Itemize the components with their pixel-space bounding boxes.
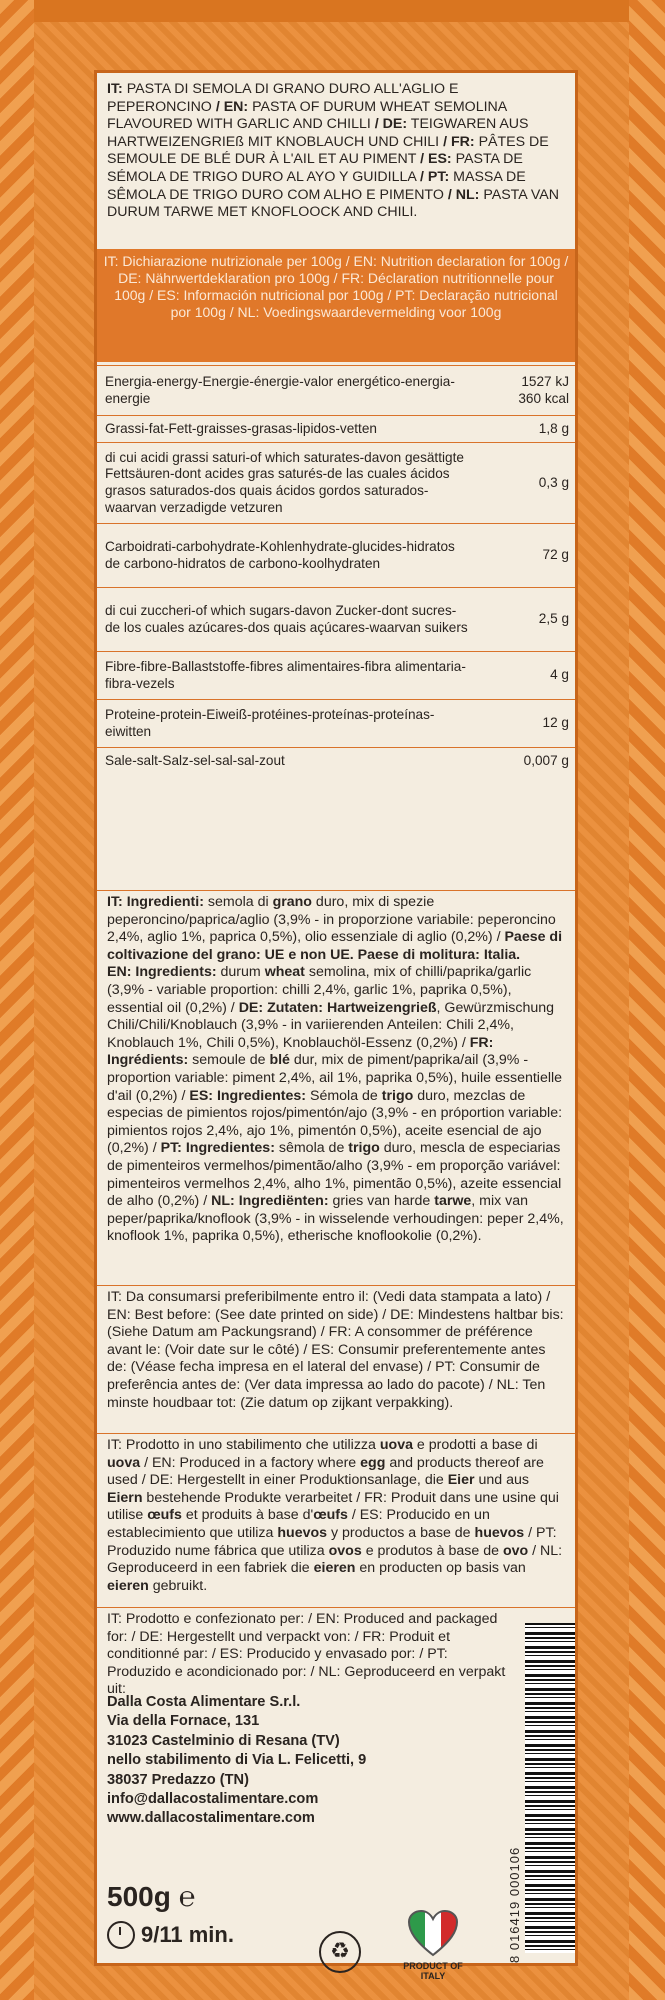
estimated-sign-icon: ℮: [178, 1881, 196, 1912]
net-weight: 500g ℮: [107, 1881, 196, 1912]
section-divider: [97, 1433, 575, 1434]
product-of-italy-label: PRODUCT OF ITALY: [403, 1961, 463, 1981]
nutrient-value: 1527 kJ 360 kcal: [475, 366, 575, 416]
nutrition-row: [97, 366, 575, 416]
nutrition-table: [97, 365, 575, 775]
nutrient-value: 72 g: [475, 524, 575, 588]
nutrient-value: 12 g: [475, 700, 575, 748]
clock-icon: [107, 1921, 135, 1949]
package-top-flap: [0, 0, 665, 22]
packed-for-text: IT: Prodotto e confezionato per: / EN: Produced and packaged for: / DE: Hergestellt und verpackt von: / FR: Produit et conditionné par: / ES: Producido y envasado por: / PT: Produzido e acondicionado por: / NL: Geproduceerd en verpakt uit:: [107, 1611, 506, 1698]
nutrient-label: Proteine-protein-Eiweiß-protéines-proteínas-proteínas-eiwitten: [97, 700, 475, 748]
company-email: info@dallacostalimentare.com: [107, 1791, 319, 1808]
company-website: www.dallacostalimentare.com: [107, 1810, 315, 1827]
company-street: Via della Fornace, 131: [107, 1713, 260, 1730]
product-name-multilingual: IT: PASTA DI SEMOLA DI GRANO DURO ALL'AGLIO E PEPERONCINO / EN: PASTA OF DURUM WHEAT SEMOLINA FLAVOURED WITH GARLIC AND CHILLI / DE: TEIGWAREN AUS HARTWEIZENGRIEß MIT KNOBLAUCH UND CHILI / FR: PÂTES DE SEMOULE DE BLÉ DUR À L'AIL ET AU PIMENT / ES: PASTA DE SÉMOLA DE TRIGO DURO AL AYO Y GUIDILLA / PT: MASSA DE SÊMOLA DE TRIGO DURO COM ALHO E PIMENTO / NL: PASTA VAN DURUM TARWE MET KNOFLOOCK AND CHILI.: [107, 81, 560, 221]
nutrient-label: di cui zuccheri-of which sugars-davon Zucker-dont sucres-de los cuales azúcares-dos quais açúcares-waarvan suikers: [97, 588, 475, 652]
nutrition-row: [97, 416, 575, 443]
nutrient-label: Energia-energy-Energie-énergie-valor energético-energia-energie: [97, 366, 475, 416]
left-decorative-border: [0, 0, 34, 2000]
cooking-time: 9/11 min.: [107, 1921, 234, 1949]
right-decorative-border: [629, 0, 665, 2000]
allergen-text: IT: Prodotto in uno stabilimento che utilizza uova e prodotti a base di uova / EN: Produced in a factory where egg and products thereof are used / DE: Hergestellt in einer Produktionsanlage, die Eier und aus Eiern bestehende Produkte verarbeitet / FR: Produit dans une usine qui utilise œufs et produits à base d'œufs / ES: Producido en un establecimiento que utiliza huevos y productos a base de huevos / PT: Produzido nume fábrica que utiliza ovos e produtos à base de ovo / NL: Geproduceerd in een fabriek die eieren en producten op basis van eieren gebruikt.: [107, 1437, 563, 1594]
nutrition-header: IT: Dichiarazione nutrizionale per 100g / EN: Nutrition declaration for 100g / DE: Nährwertdeklaration pro 100g / FR: Déclaration nutritionnelle pour 100g / ES: Información nutricional por 100g / PT: Declaração nutricional por 100g / NL: Voedingswaardevermelding voor 100g: [97, 249, 575, 362]
nutrient-label: Grassi-fat-Fett-graisses-grasas-lipidos-vetten: [97, 416, 475, 443]
nutrition-row: [97, 524, 575, 588]
company-address: [107, 1693, 565, 1829]
section-divider: [97, 890, 575, 891]
nutrient-label: Fibre-fibre-Ballaststoffe-fibres alimentaires-fibra alimentaria-fibra-vezels: [97, 652, 475, 700]
nutrient-value: 0,007 g: [475, 748, 575, 775]
company-plant-city: 38037 Predazzo (TN): [107, 1771, 249, 1788]
nutrient-value: 1,8 g: [475, 416, 575, 443]
section-divider: [97, 1285, 575, 1286]
nutrient-value: 0,3 g: [475, 443, 575, 524]
nutrition-row: [97, 588, 575, 652]
best-before-text: IT: Da consumarsi preferibilmente entro il: (Vedi data stampata a lato) / EN: Best before: (See date printed on side) / DE: Mindestens haltbar bis: (Siehe Datum am Packungsrand) / FR: A consommer de préférence avant le: (Voir date sur le côté) / ES: Consumir preferentemente antes de: (Véase fecha impresa en el lateral del envase) / PT: Consumir de preferência antes de: (Ver data impressa ao lado do pacote) / NL: Ten minste houdbaar tot: (Zie datum op zijkant verpakking).: [107, 1289, 564, 1411]
nutrition-row: [97, 748, 575, 775]
nutrition-row: [97, 443, 575, 524]
nutrition-row: [97, 652, 575, 700]
nutrient-label: Carboidrati-carbohydrate-Kohlenhydrate-glucides-hidratos de carbono-hidratos de carbono-koolhydraten: [97, 524, 475, 588]
ingredients-text: IT: Ingredienti: semola di grano duro, mix di spezie peperoncino/paprica/aglio (3,9% - in proporzione variabile: peperoncino 2,4%, aglio 1%, paprica 0,5%), olio essenziale di aglio (0,2%) / Paese di coltivazione del grano: UE e non UE. Paese di molitura: Italia. EN: Ingredients: durum wheat semolina, mix of chilli/paprika/garlic (3,9% - variable proportion: chilli 2,4%, garlic 1%, paprika 0,5%), essential oil (0,2%) / DE: Zutaten: Hartweizengrieß, Gewürzmischung Chili/Chili/Knoblauch (3,9% - in variierenden Anteilen: Chili 2,4%, Knoblauch 1%, Chili 0,5%), Knoblauchöl-Essenz (0,2%) / FR: Ingrédients: semoule de blé dur, mix de piment/paprika/ail (3,9% - proportion variable: piment 2,4%, ail 1%, paprika 0,5%), huile essentielle d'ail (0,2%) / ES: Ingredientes: Sémola de trigo duro, mezclas de especias de pimientos rojos/pimentón/ajo (3,9% - en próportion variable: pimientos rojos 2,4%, ajo 1%, pimentón 0,5%), aceite esencial de ajo (0,2%) / PT: Ingredientes: sêmola de trigo duro, mescla de especiarias de pimenteiros vermelhos/pimentão/alho (3,9% - em proporção variável: pimenteiros vermelhos 2,4%, alho 1%, pimentão 0,5%), azeite essencial de alho (0,2%) / NL: Ingrediënten: gries van harde tarwe, mix van peper/paprika/knoflook (3,9% - in wisselende verhoudingen: peper 2,4%, knoflook 1%, paprika 0,5%), etherische knoflookolie (0,2%).: [107, 894, 564, 1245]
nutrient-label: di cui acidi grassi saturi-of which saturates-davon gesättigte Fettsäuren-dont acides gras saturés-de las cuales ácidos grasos saturados-dos quais ácidos gordos saturados-waarvan verzadigde vetzuren: [97, 443, 475, 524]
nutrient-value: 2,5 g: [475, 588, 575, 652]
company-name: Dalla Costa Alimentare S.r.l.: [107, 1694, 301, 1710]
label-panel: [94, 70, 578, 1981]
nutrient-label: Sale-salt-Salz-sel-sal-sal-zout: [97, 748, 475, 775]
company-plant: nello stabilimento di Via L. Felicetti, 9: [107, 1752, 367, 1769]
nutrient-value: 4 g: [475, 652, 575, 700]
nutrition-row: [97, 700, 575, 748]
recycle-icon: ♻: [319, 1931, 361, 1973]
italy-heart-icon: [407, 1909, 459, 1957]
section-divider: [97, 1607, 575, 1608]
company-city: 31023 Castelminio di Resana (TV): [107, 1732, 340, 1749]
barcode-number: 8 016419 000106: [507, 1846, 522, 1963]
barcode: [525, 1623, 575, 1953]
